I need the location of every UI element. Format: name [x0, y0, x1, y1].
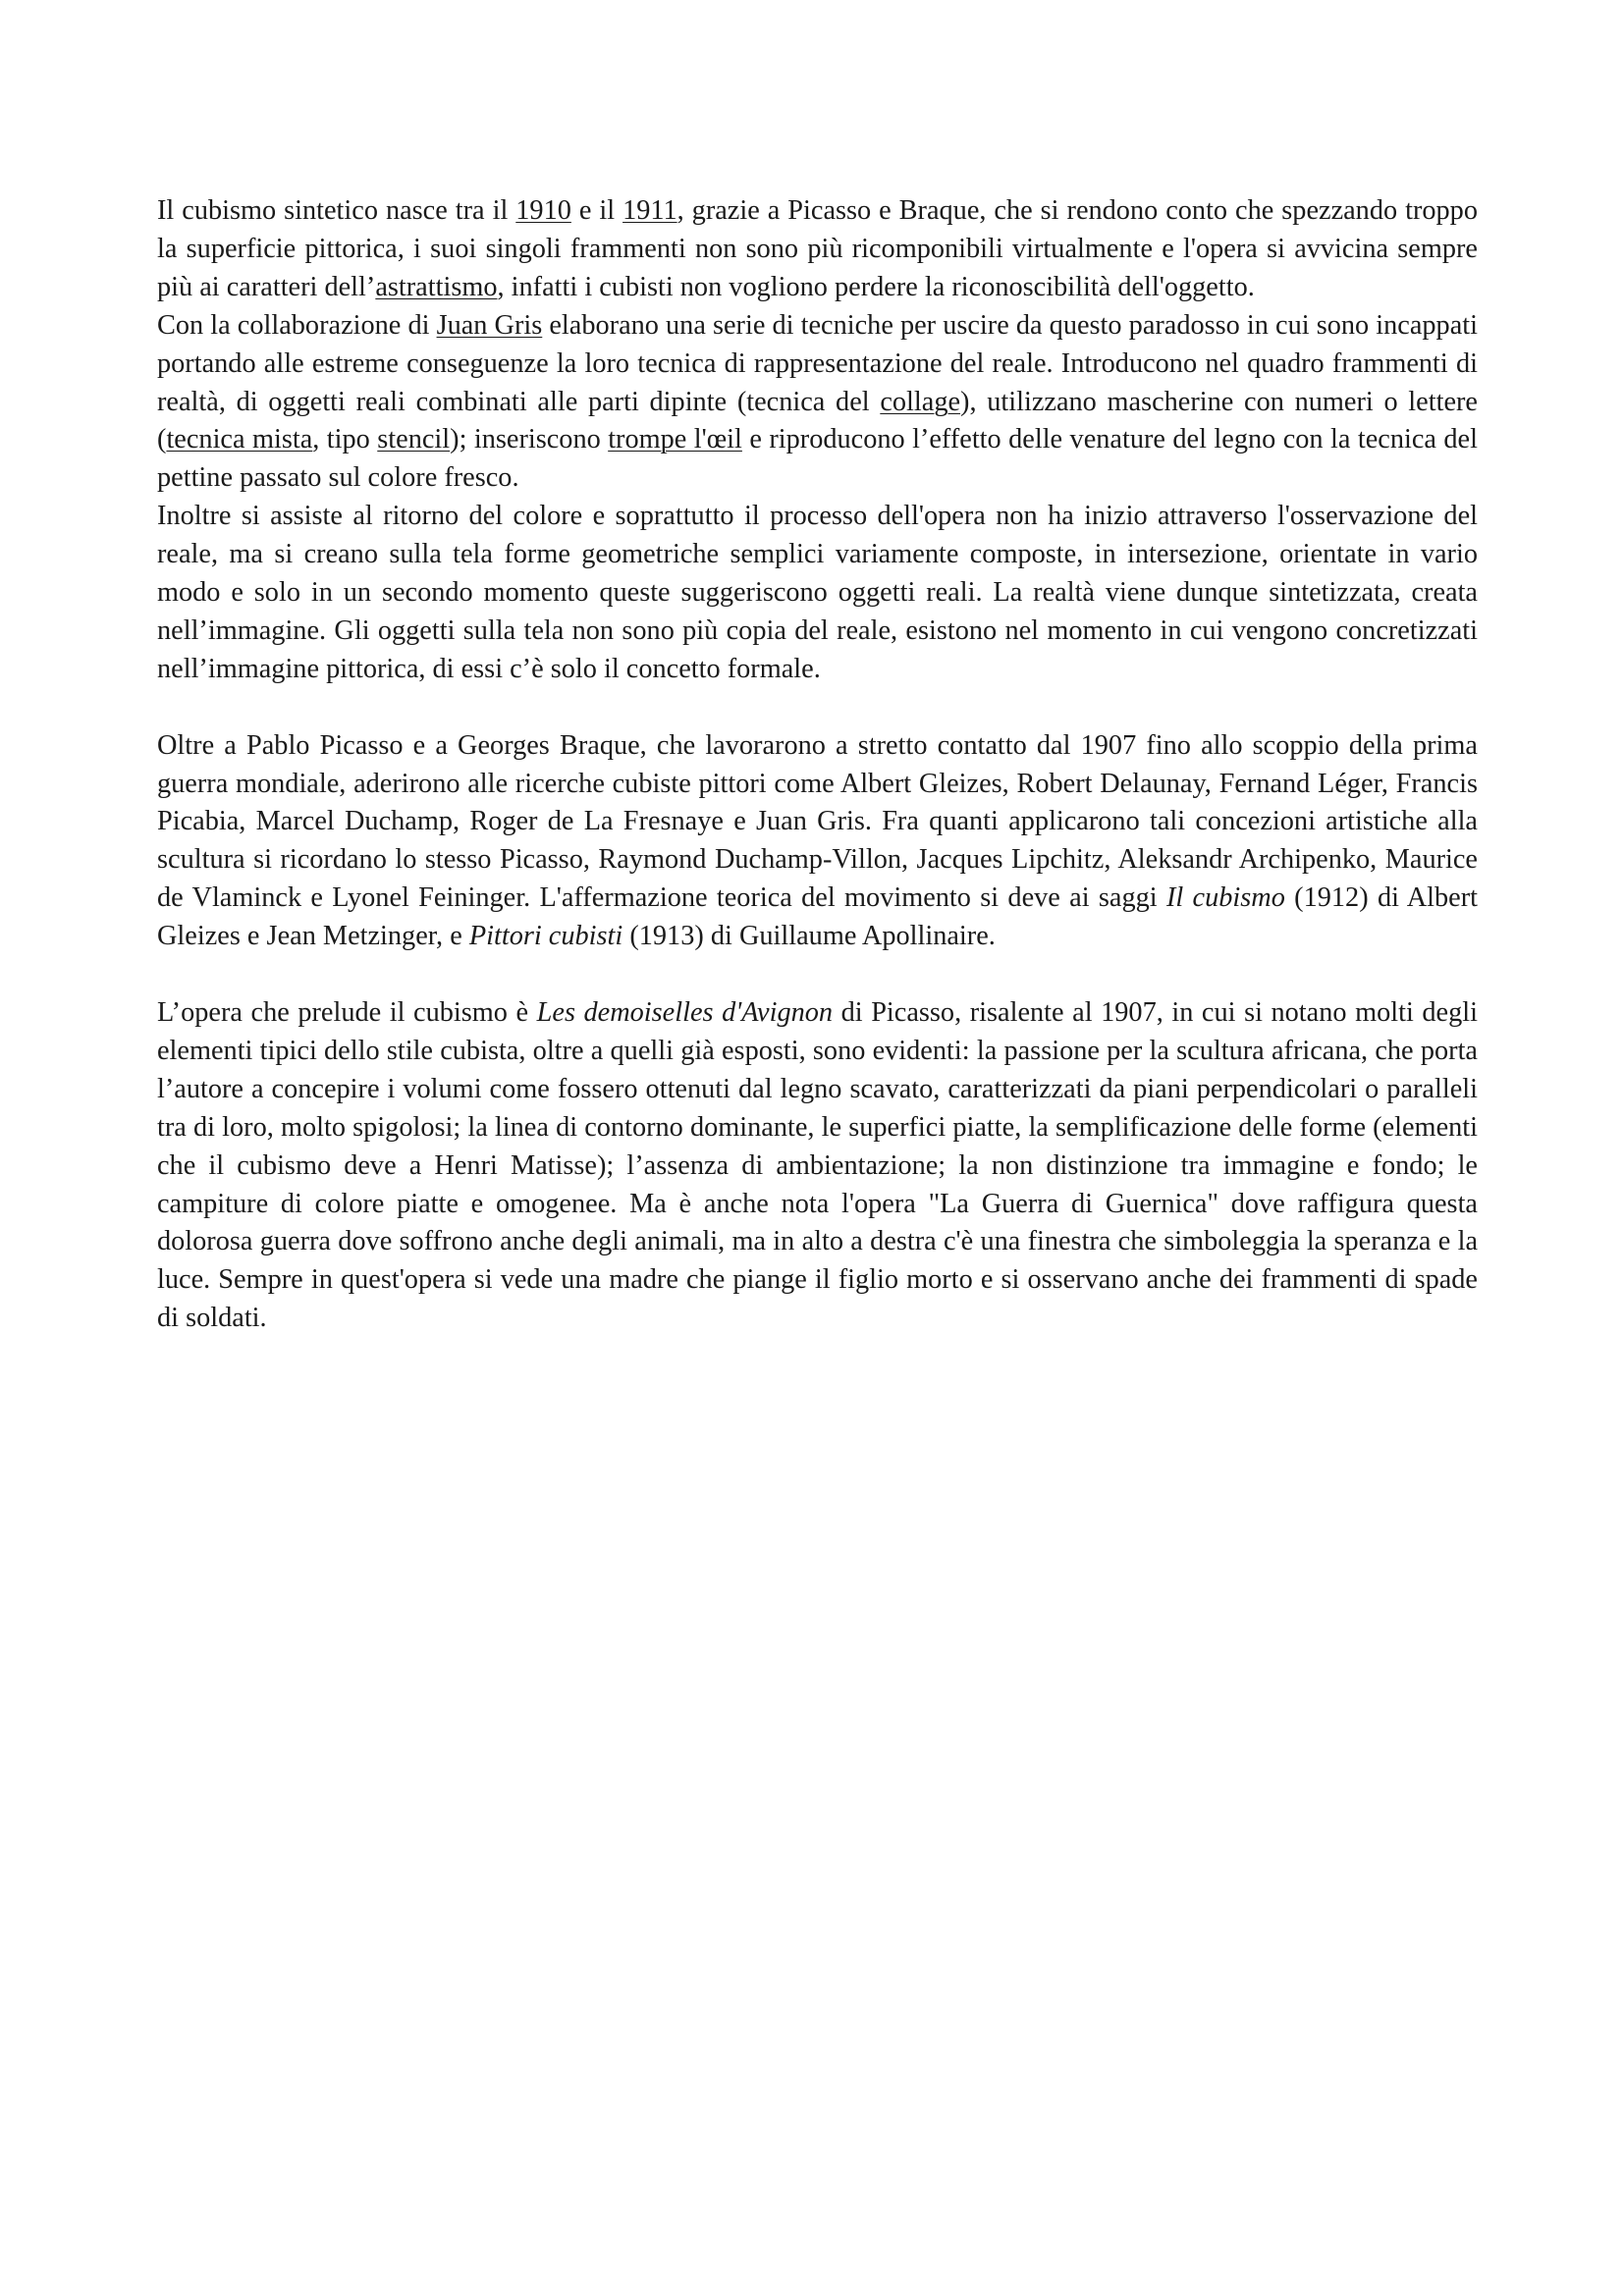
- paragraph-cubismo-sintetico: [157, 192, 1478, 307]
- link-stencil[interactable]: stencil: [377, 424, 451, 455]
- paragraph-spacer: [157, 689, 1478, 727]
- link-trompe-loeil[interactable]: trompe l'œil: [608, 424, 742, 455]
- link-collage[interactable]: collage: [880, 386, 961, 417]
- text-run: , tipo: [312, 424, 378, 455]
- title-pittori-cubisti: Pittori cubisti: [468, 921, 623, 952]
- text-run: (1912) di Albert Gleizes e Jean Metzinger, e: [157, 882, 1478, 952]
- text-run: e il: [570, 195, 623, 226]
- link-tecnica-mista[interactable]: tecnica mista: [166, 424, 313, 455]
- paragraph-spacer: [157, 956, 1478, 994]
- link-astrattismo[interactable]: astrattismo: [375, 271, 498, 302]
- link-1910[interactable]: 1910: [515, 195, 571, 226]
- paragraph-demoiselles-avignon: [157, 994, 1478, 1338]
- title-les-demoiselles: Les demoiselles d'Avignon: [536, 997, 834, 1028]
- text-run: L’opera che prelude il cubismo è: [157, 997, 537, 1028]
- text-run: di Picasso, risalente al 1907, in cui si notano molti degli elementi tipici dello stile cubista, oltre a quelli già esposti, sono evidenti: la passione per la scultura africana, che porta l’autore a concepire i volumi come fossero ottenuti dal legno scavato, caratterizzati da piani perpendicolari o paralleli tra di loro, molto spigolosi; la linea di contorno dominante, le superfici piatte, la semplificazione delle forme (elementi che il cubismo deve a Henri Matisse); l’assenza di ambientazione; la non distinzione tra immagine e fondo; le campiture di colore piatte e omogenee. Ma è anche nota l'opera "La Guerra di Guernica" dove raffigura questa dolorosa guerra dove soffrono anche degli animali, ma in alto a destra c'è una finestra che simboleggia la speranza e la luce. Sempre in quest'opera si vede una madre che piange il figlio morto e si osservano anche dei frammenti di spade di soldati.: [157, 997, 1478, 1334]
- link-1911[interactable]: 1911: [622, 195, 677, 226]
- text-run: Oltre a Pablo Picasso e a Georges Braque, che lavorarono a stretto contatto dal 1907 fino allo scoppio della prima guerra mondiale, aderirono alle ricerche cubiste pittori come Albert Gleizes, Robert Delaunay, Fernand Léger, Francis Picabia, Marcel Duchamp, Roger de La Fresnaye e Juan Gris. Fra quanti applicarono tali concezioni artistiche alla scultura si ricordano lo stesso Picasso, Raymond Duchamp-Villon, Jacques Lipchitz, Aleksandr Archipenko, Maurice de Vlaminck e Lyonel Feininger. L'affermazione teorica del movimento si deve ai saggi: [157, 729, 1478, 914]
- link-juan-gris[interactable]: Juan Gris: [436, 309, 543, 341]
- title-il-cubismo: Il cubismo: [1165, 882, 1285, 914]
- text-run: , infatti i cubisti non vogliono perdere la riconoscibilità dell'oggetto.: [497, 271, 1255, 302]
- text-run: , grazie a Picasso e Braque, che si rendono conto che spezzando troppo la superficie pittorica, i suoi singoli frammenti non sono più ricomponibili virtualmente e l'opera si avvicina sempre più ai caratteri dell’: [157, 195, 1478, 302]
- text-run: Il cubismo sintetico nasce tra il: [157, 195, 516, 226]
- paragraph-artisti-cubisti: [157, 727, 1478, 956]
- text-run: e riproducono l’effetto delle venature del legno con la tecnica del pettine passato sul colore fresco.: [157, 424, 1478, 494]
- text-run: elaborano una serie di tecniche per uscire da questo paradosso in cui sono incappati portando alle estreme conseguenze la loro tecnica di rappresentazione del reale. Introducono nel quadro frammenti di realtà, di oggetti reali combinati alle parti dipinte (tecnica del: [157, 309, 1478, 417]
- text-run: ); inseriscono: [450, 424, 609, 455]
- text-run: ), utilizzano mascherine con numeri o lettere (: [157, 386, 1478, 455]
- paragraph-ritorno-colore: Inoltre si assiste al ritorno del colore e soprattutto il processo dell'opera non ha inizio attraverso l'osservazione del reale, ma si creano sulla tela forme geometriche semplici variamente composte, in intersezione, orientate in vario modo e solo in un secondo momento queste suggeriscono oggetti reali. La realtà viene dunque sintetizzata, creata nell’immagine. Gli oggetti sulla tela non sono più copia del reale, esistono nel momento in cui vengono concretizzati nell’immagine pittorica, di essi c’è solo il concetto formale.: [157, 501, 1478, 684]
- document-page: [157, 192, 1478, 1338]
- paragraph-juan-gris: [157, 307, 1478, 499]
- text-run: Con la collaborazione di: [157, 309, 437, 341]
- text-run: (1913) di Guillaume Apollinaire.: [622, 921, 996, 952]
